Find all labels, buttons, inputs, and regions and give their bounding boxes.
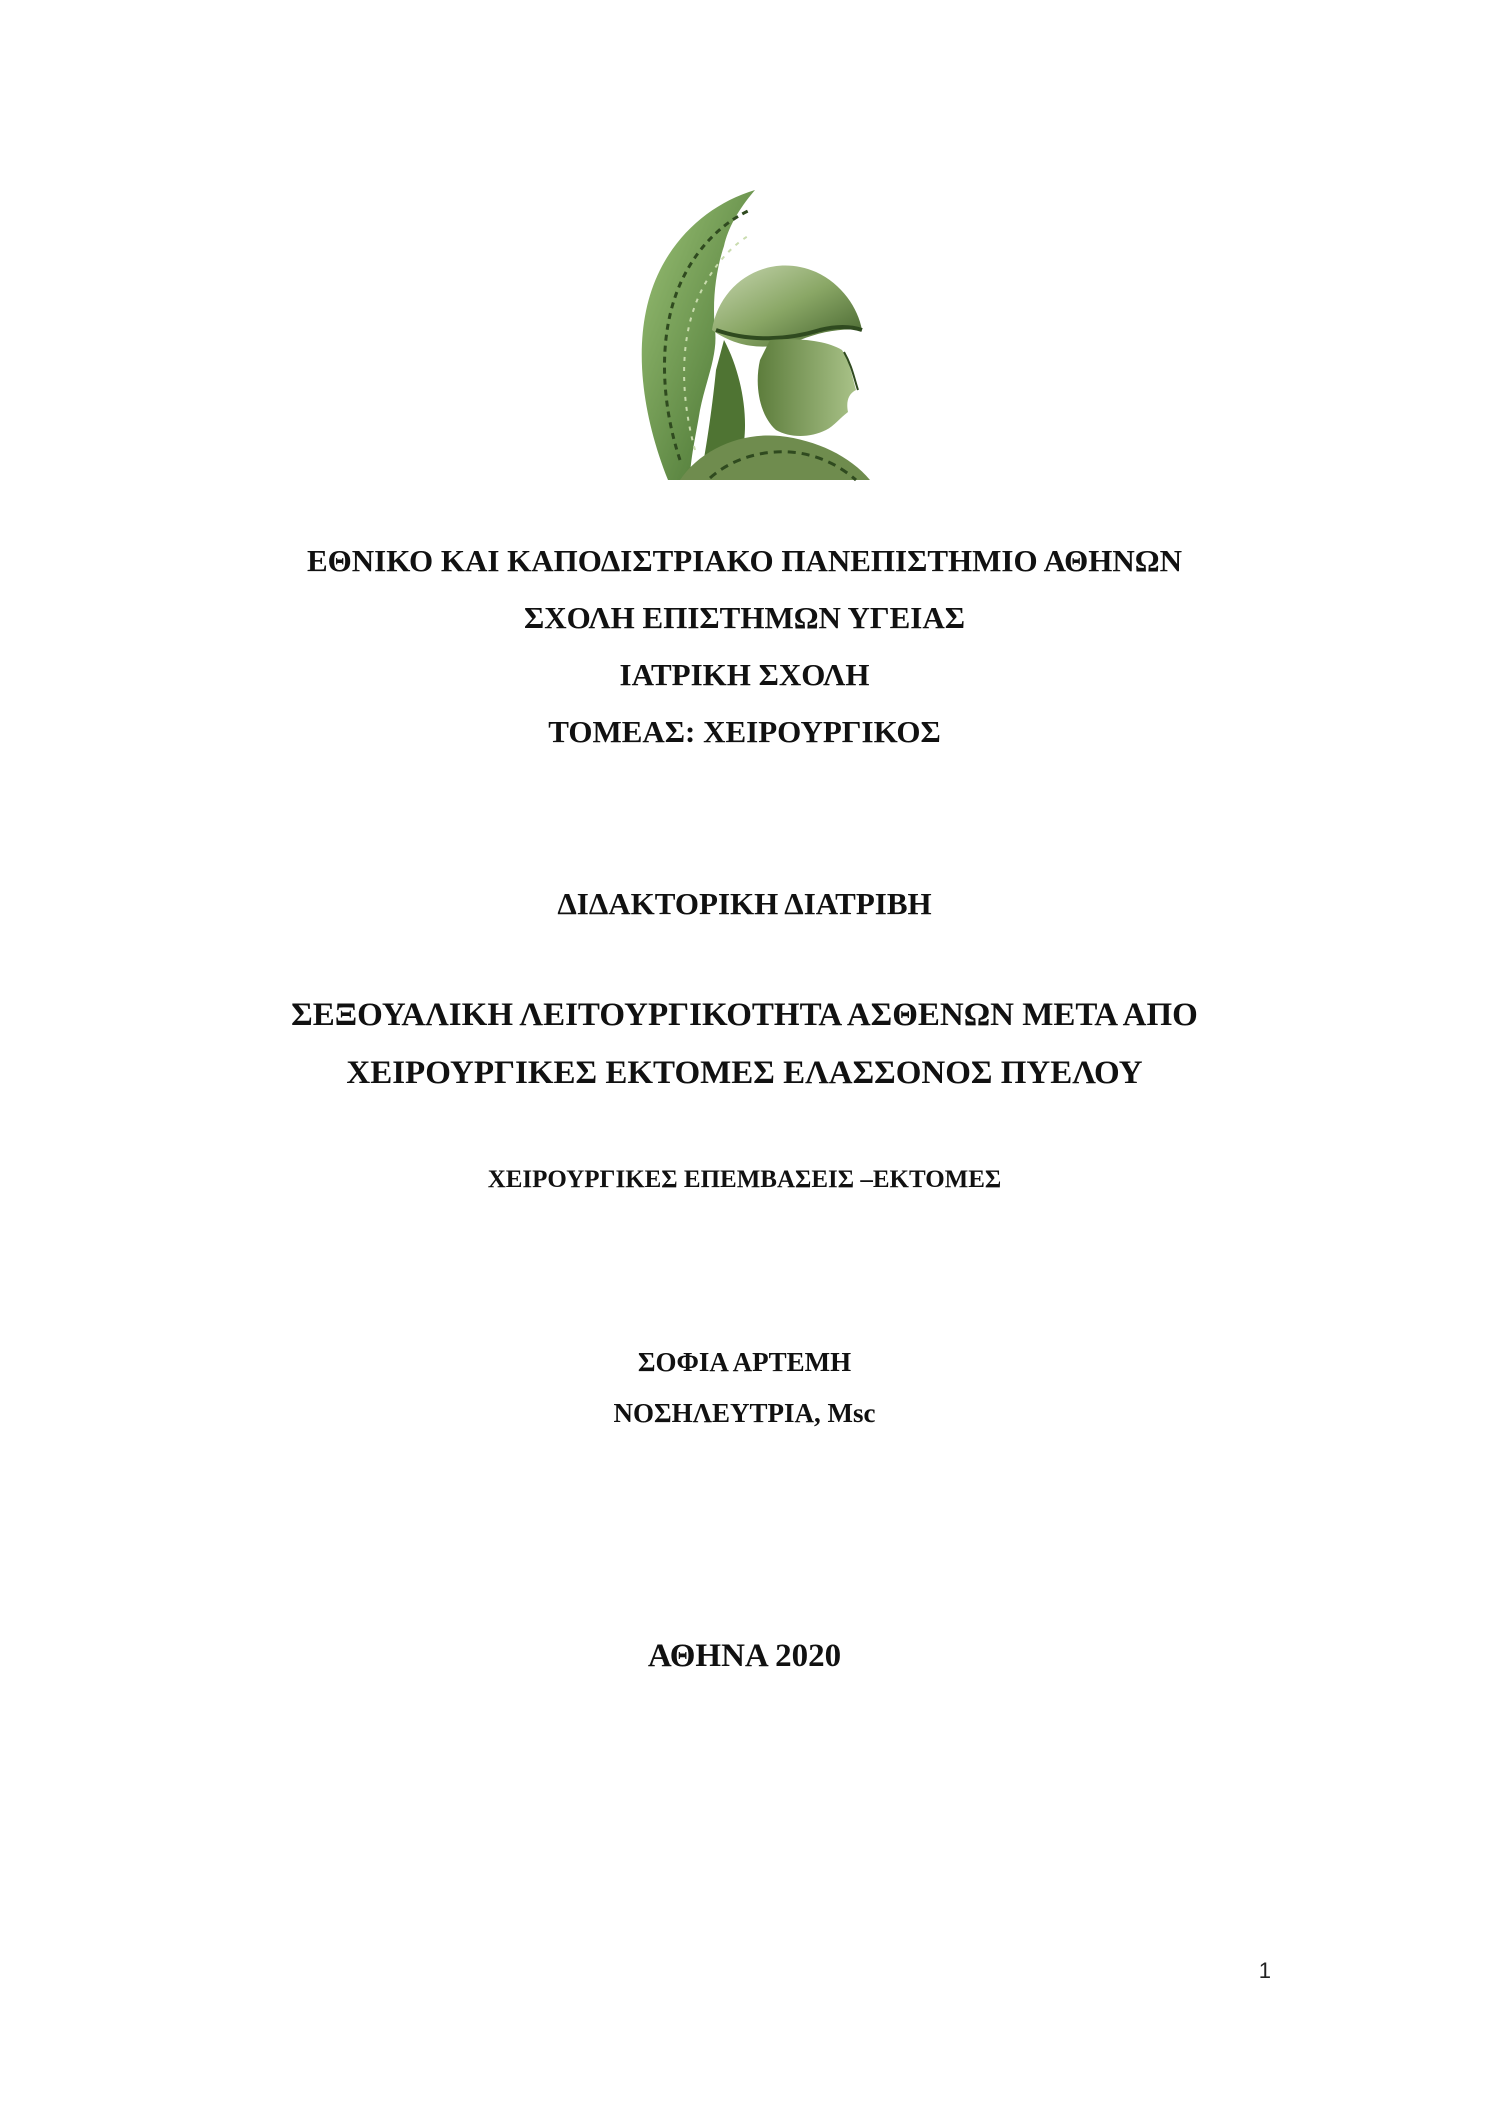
thesis-title-line-2: ΧΕΙΡΟΥΡΓΙΚΕΣ ΕΚΤΟΜΕΣ ΕΛΑΣΣΟΝΟΣ ΠΥΕΛΟΥ	[346, 1055, 1143, 1091]
author-credentials: ΝΟΣΗΛΕΥΤΡΙΑ, Msc	[613, 1398, 876, 1428]
thesis-subtitle: ΧΕΙΡΟΥΡΓΙΚΕΣ ΕΠΕΜΒΑΣΕΙΣ –ΕΚΤΟΜΕΣ	[487, 1166, 1002, 1193]
thesis-title-line-1: ΣΕΞΟΥΑΛΙΚΗ ΛΕΙΤΟΥΡΓΙΚΟΤΗΤΑ ΑΣΘΕΝΩΝ ΜΕΤΑ ΑΠΟ	[291, 997, 1198, 1033]
school-name: ΣΧΟΛΗ ΕΠΙΣΤΗΜΩΝ ΥΓΕΙΑΣ	[523, 600, 966, 635]
thesis-type: ΔΙΔΑΚΤΟΡΙΚΗ ΔΙΑΤΡΙΒΗ	[557, 886, 932, 921]
page-number: 1	[1258, 1958, 1271, 1983]
faculty-name: ΙΑΤΡΙΚΗ ΣΧΟΛΗ	[619, 657, 870, 692]
department-name: ΤΟΜΕΑΣ: ΧΕΙΡΟΥΡΓΙΚΟΣ	[548, 714, 941, 749]
author-name: ΣΟΦΙΑ ΑΡΤΕΜΗ	[637, 1347, 852, 1377]
athena-helmet-logo	[620, 180, 880, 490]
place-year: ΑΘΗΝΑ 2020	[647, 1638, 842, 1674]
university-name: ΕΘΝΙΚΟ ΚΑΙ ΚΑΠΟΔΙΣΤΡΙΑΚΟ ΠΑΝΕΠΙΣΤΗΜΙΟ ΑΘΗΝΩΝ	[306, 543, 1183, 578]
